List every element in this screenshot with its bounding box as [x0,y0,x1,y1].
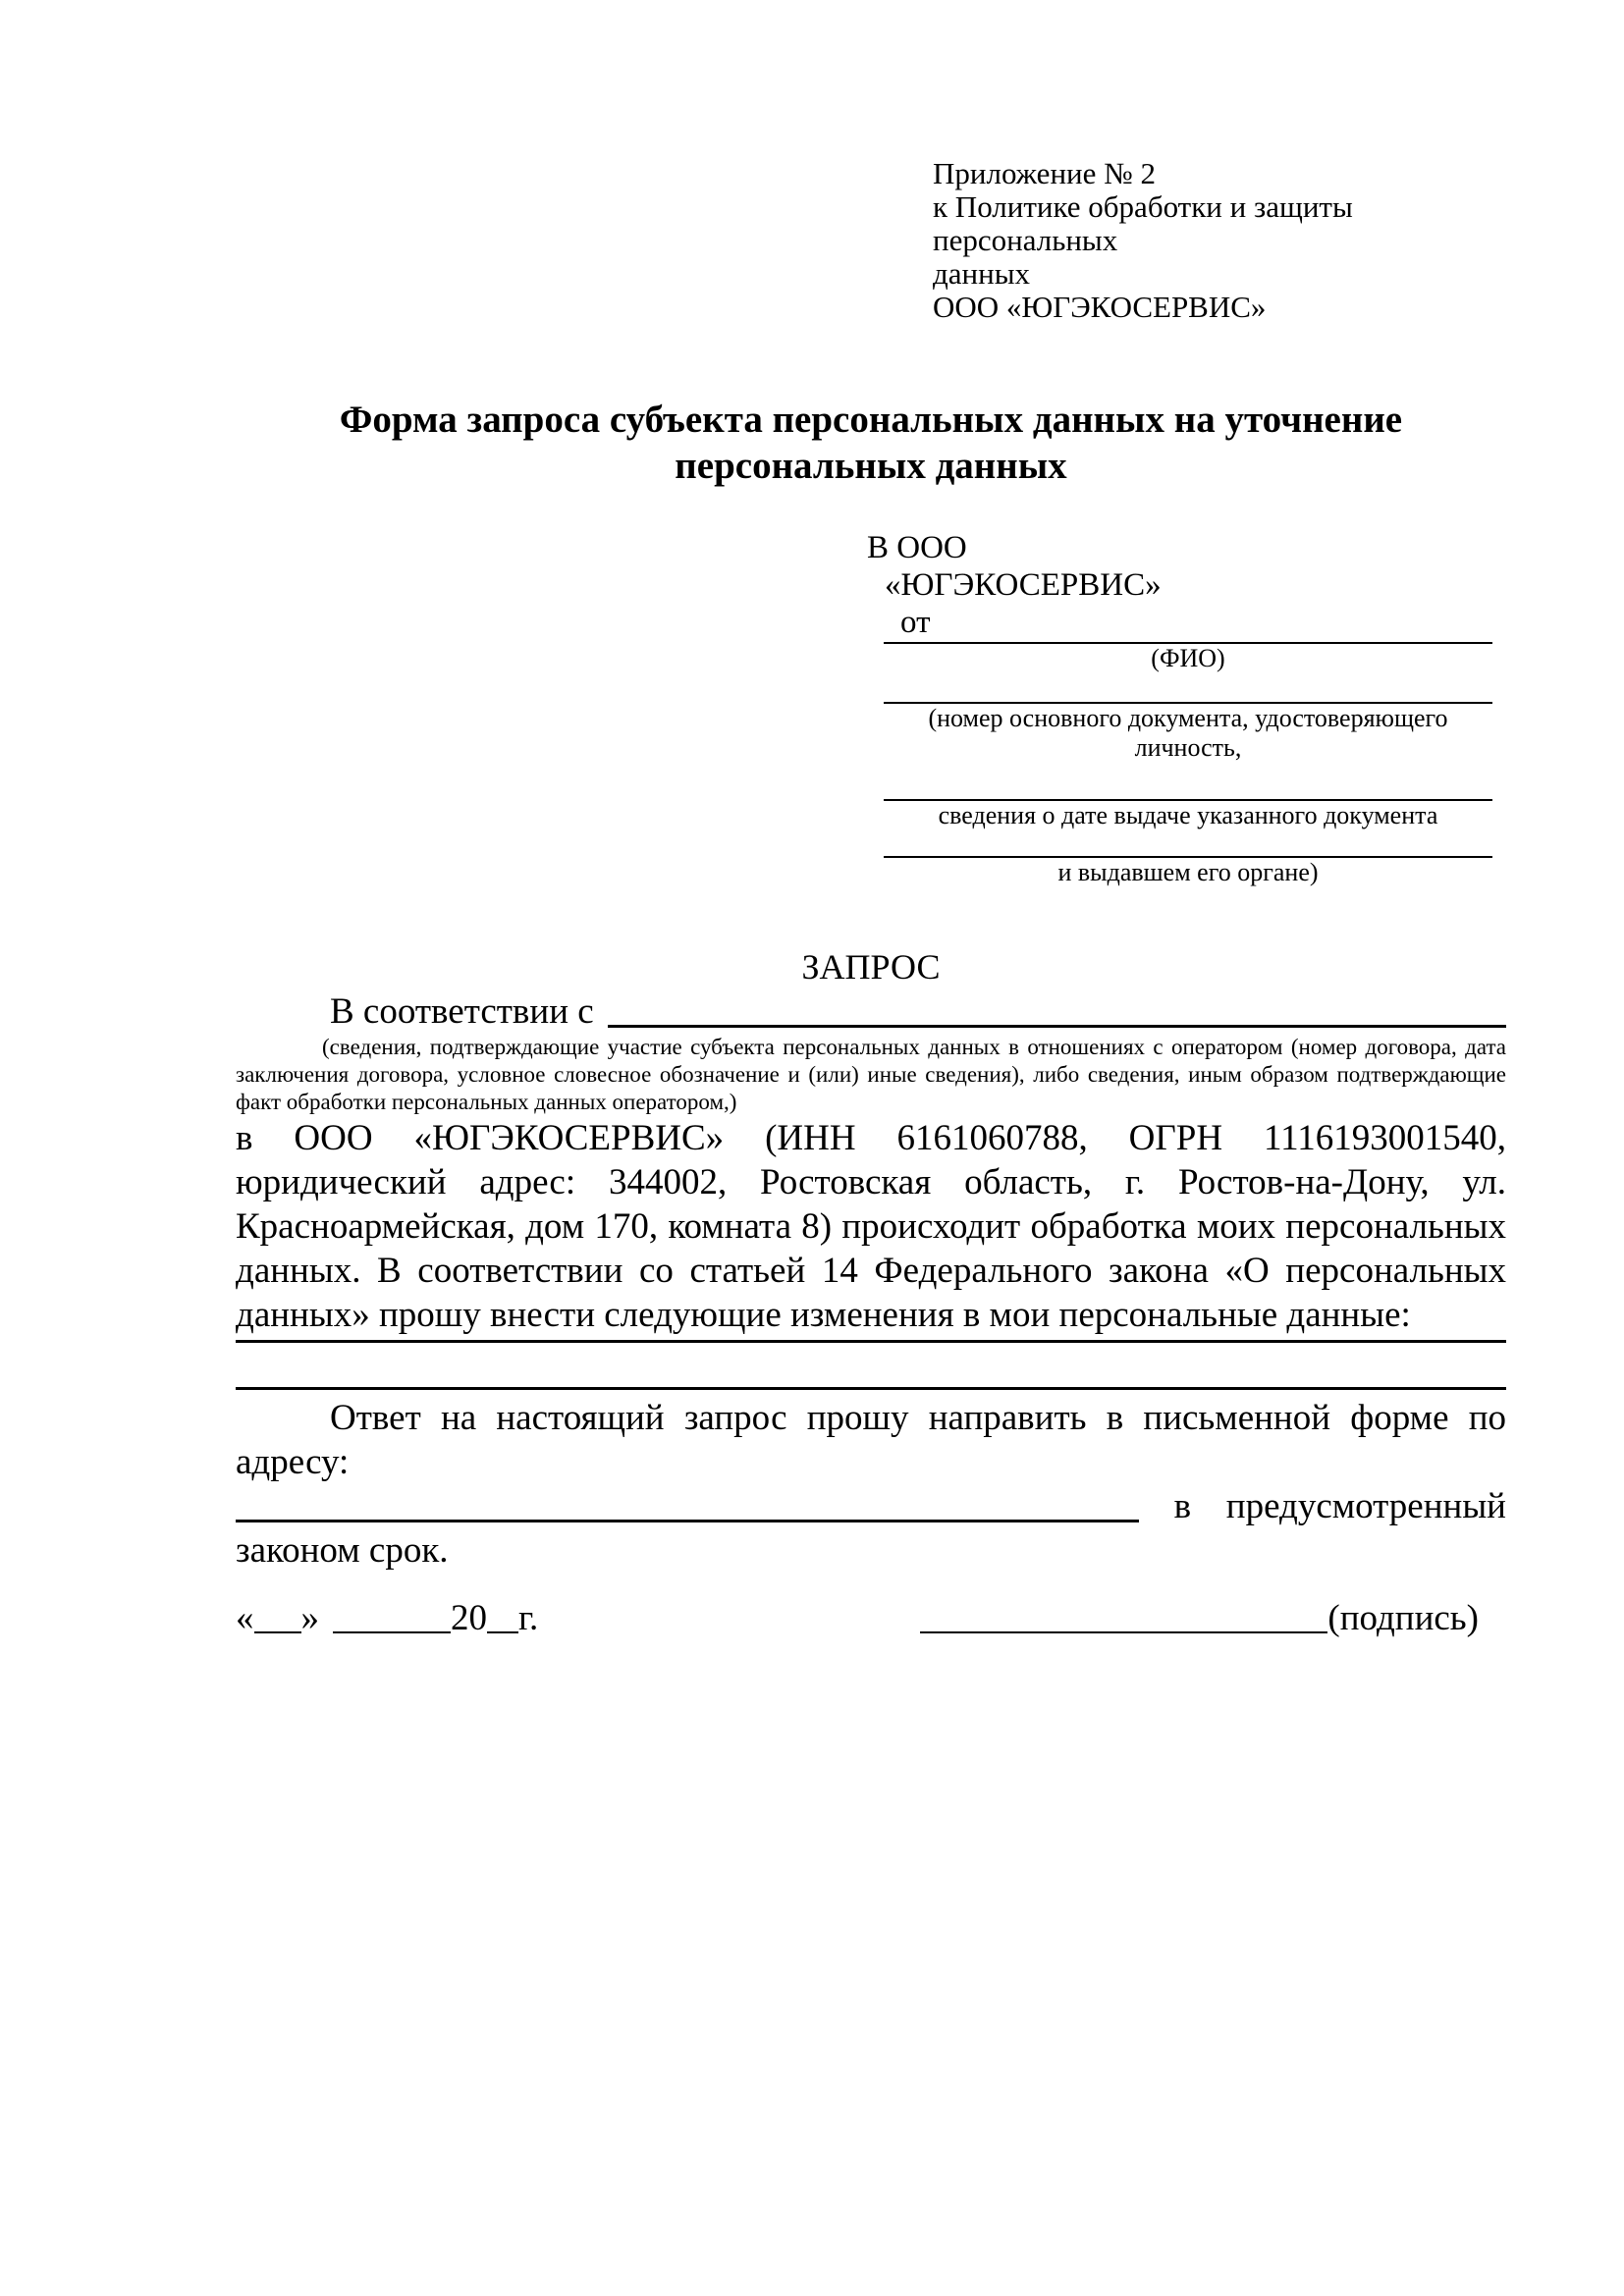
signature-row [236,1596,1506,1640]
month-field-line[interactable] [333,1631,451,1633]
document-issue-date-field [884,763,1492,830]
date-close-quote: » [300,1598,319,1638]
appendix-line: ООО «ЮГЭКОСЕРВИС» [933,290,1267,324]
addressee-block [867,529,1506,641]
document-issue-date-caption: сведения о дате выдаче указанного документа [938,801,1438,829]
fio-field [884,641,1492,673]
addressee-line-from: от [900,605,931,640]
basis-prefix: В соответствии с [330,991,594,1032]
answer-word-in: в [1173,1486,1192,1526]
fio-field-caption: (ФИО) [1151,644,1225,672]
document-issuer-field [884,830,1492,887]
document-number-field [884,673,1492,763]
basis-field-line[interactable] [608,989,1506,1028]
date-open-quote: « [236,1598,254,1638]
year-suffix: г. [518,1598,539,1638]
signature-field-line[interactable] [920,1631,1327,1633]
signature-caption: (подпись) [1327,1598,1479,1638]
basis-line [236,989,1506,1034]
answer-paragraph-line: Ответ на настоящий запрос прошу направить в письменной форме по адресу: [236,1398,1506,1482]
form-title: Форма запроса субъекта персональных данных на уточнение персональных данных [339,399,1403,487]
year-prefix: 20 [451,1598,487,1638]
appendix-line: к Политике обработки и защиты персональных [933,189,1353,257]
document-number-caption: (номер основного документа, удостоверяющего личность, [928,704,1448,762]
basis-caption: (сведения, подтверждающие участие субъекта персональных данных в отношениях с оператором (номер договора, дата заключения договора, условное словесное обозначение и (или) иные сведения), либо сведения, иным образом подтверждающие факт обработки персональных данных оператором,) [236,1035,1506,1114]
document-number-field-line[interactable] [884,673,1492,704]
year-field-line[interactable] [487,1631,518,1633]
document-issuer-field-line[interactable] [884,830,1492,858]
signature-block [920,1596,1479,1640]
date-block [236,1596,538,1640]
address-field-line[interactable] [236,1484,1139,1522]
addressee-line-company: «ЮГЭКОСЕРВИС» [885,567,1162,603]
document-issuer-caption: и выдавшем его органе) [1057,858,1319,886]
document-issue-date-field-line[interactable] [884,763,1492,801]
answer-word-stipulated: предусмотренный [1225,1486,1506,1526]
appendix-line: Приложение № 2 [933,156,1156,190]
changes-field-line-2[interactable] [236,1343,1506,1390]
day-field-line[interactable] [254,1631,301,1633]
answer-address-row [236,1484,1506,1528]
answer-closing: законом срок. [236,1530,449,1571]
addressee-line-to: В ООО [867,530,967,565]
request-heading: ЗАПРОС [801,947,941,987]
appendix-line: данных [933,256,1031,291]
request-body-paragraph: в ООО «ЮГЭКОСЕРВИС» (ИНН 6161060788, ОГРН 1116193001540, юридический адрес: 344002, Ростовская область, г. Ростов-на-Дону, ул. Красноармейская, дом 170, комната 8) происходит обработка моих персональных данных. В соответствии со статьей 14 Федерального закона «О персональных данных» прошу внести следующие изменения в мои персональные данные: [236,1118,1506,1335]
appendix-header [933,157,1506,324]
